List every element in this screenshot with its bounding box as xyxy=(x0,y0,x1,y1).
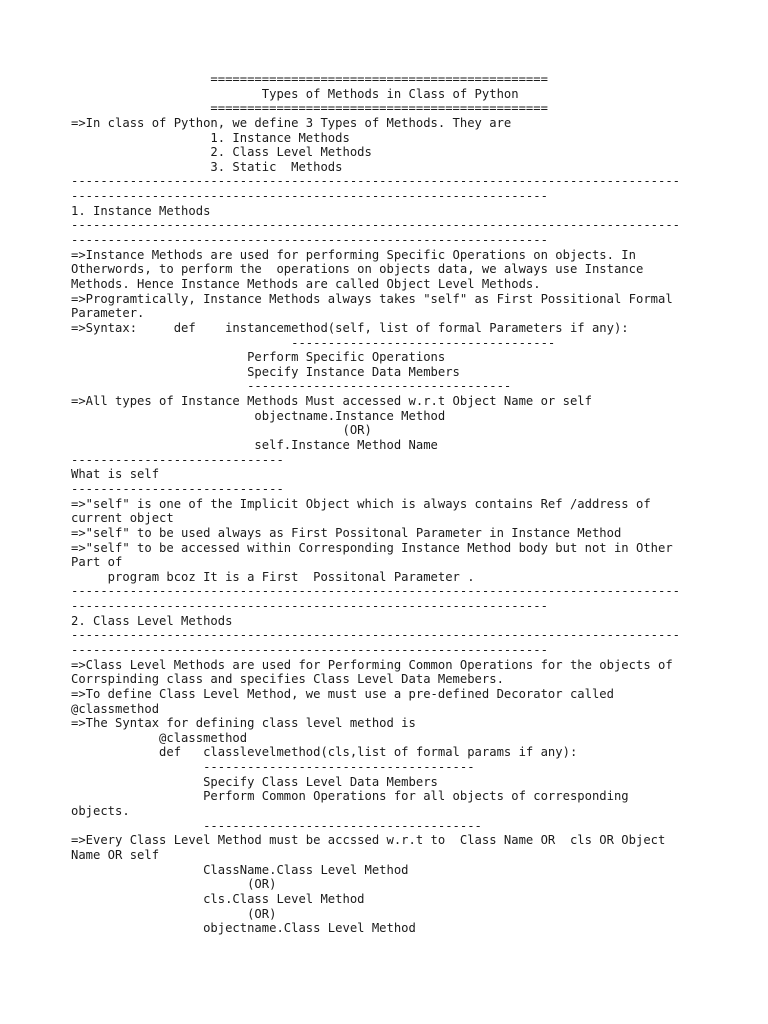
text-line: Perform Common Operations for all objects of corresponding xyxy=(71,789,629,804)
text-line: def classlevelmethod(cls,list of formal params if any): xyxy=(71,745,578,760)
text-line: =>The Syntax for defining class level method is xyxy=(71,716,416,731)
text-line: 1. Instance Methods xyxy=(71,130,350,145)
text-line: =>To define Class Level Method, we must use a pre-defined Decorator called xyxy=(71,686,614,701)
text-line: =>In class of Python, we define 3 Types of Methods. They are xyxy=(71,115,512,130)
text-line: ----------------------------------------------------------------- xyxy=(71,189,548,204)
text-line: (OR) xyxy=(71,877,277,892)
text-line: objectname.Instance Method xyxy=(71,408,446,423)
text-line: ----------------------------------------------------------------------------------- xyxy=(71,174,681,189)
text-line: ----------------------------------------------------------------------------------- xyxy=(71,218,681,233)
text-line: Name OR self xyxy=(71,847,160,862)
text-line: =>"self" is one of the Implicit Object which is always contains Ref /address of xyxy=(71,496,651,511)
text-line: ----------------------------------------------------------------- xyxy=(71,233,548,248)
text-line: Specify Class Level Data Members xyxy=(71,774,438,789)
text-line: @classmethod xyxy=(71,730,248,745)
text-line: ------------------------------------ xyxy=(71,379,512,394)
text-line: (OR) xyxy=(71,423,372,438)
text-line: =>Syntax: def instancemethod(self, list of formal Parameters if any): xyxy=(71,320,629,335)
text-line: 3. Static Methods xyxy=(71,159,343,174)
text-line: Specify Instance Data Members xyxy=(71,364,460,379)
text-line: =>"self" to be used always as First Possitonal Parameter in Instance Method xyxy=(71,525,622,540)
text-line: objectname.Class Level Method xyxy=(71,921,416,936)
text-line: ----------------------------------------------------------------- xyxy=(71,642,548,657)
text-line: ----------------------------- xyxy=(71,481,284,496)
text-line: =>Instance Methods are used for performing Specific Operations on objects. In xyxy=(71,247,636,262)
text-line: What is self xyxy=(71,467,160,482)
text-line: 2. Class Level Methods xyxy=(71,613,233,628)
text-line: ----------------------------------------------------------------------------------- xyxy=(71,628,681,643)
text-line: ============================================== xyxy=(71,72,548,86)
document-text xyxy=(71,72,711,936)
text-line: ----------------------------- xyxy=(71,452,284,467)
text-line: cls.Class Level Method xyxy=(71,891,365,906)
text-line: Corrspinding class and specifies Class Level Data Memebers. xyxy=(71,672,504,687)
text-line: =>"self" to be accessed within Corresponding Instance Method body but not in Other xyxy=(71,540,673,555)
text-line: =>Every Class Level Method must be accssed w.r.t to Class Name OR cls OR Object xyxy=(71,833,666,848)
text-line: ------------------------------------ xyxy=(71,335,556,350)
text-line: @classmethod xyxy=(71,701,160,716)
text-line: ============================================== xyxy=(71,101,548,116)
text-line: (OR) xyxy=(71,906,277,921)
text-line: 1. Instance Methods xyxy=(71,203,211,218)
text-line: program bcoz It is a First Possitonal Parameter . xyxy=(71,569,475,584)
text-line: 2. Class Level Methods xyxy=(71,145,372,160)
text-line: Types of Methods in Class of Python xyxy=(71,86,519,101)
text-line: =>All types of Instance Methods Must accessed w.r.t Object Name or self xyxy=(71,394,592,409)
text-line: ------------------------------------- xyxy=(71,760,475,775)
text-line: ----------------------------------------------------------------------------------- xyxy=(71,584,681,599)
text-line: Methods. Hence Instance Methods are called Object Level Methods. xyxy=(71,276,541,291)
text-line: current object xyxy=(71,511,174,526)
text-line: Otherwords, to perform the operations on objects data, we always use Instance xyxy=(71,262,644,277)
text-line: Part of xyxy=(71,555,123,570)
text-line: -------------------------------------- xyxy=(71,818,482,833)
text-line: ----------------------------------------------------------------- xyxy=(71,599,548,614)
text-line: Parameter. xyxy=(71,306,145,321)
text-line: ClassName.Class Level Method xyxy=(71,862,409,877)
text-line: self.Instance Method Name xyxy=(71,438,438,453)
text-line: Perform Specific Operations xyxy=(71,350,446,365)
text-line: objects. xyxy=(71,804,130,819)
text-line: =>Programtically, Instance Methods always takes "self" as First Possitional Formal xyxy=(71,291,673,306)
text-line: =>Class Level Methods are used for Performing Common Operations for the objects of xyxy=(71,657,673,672)
